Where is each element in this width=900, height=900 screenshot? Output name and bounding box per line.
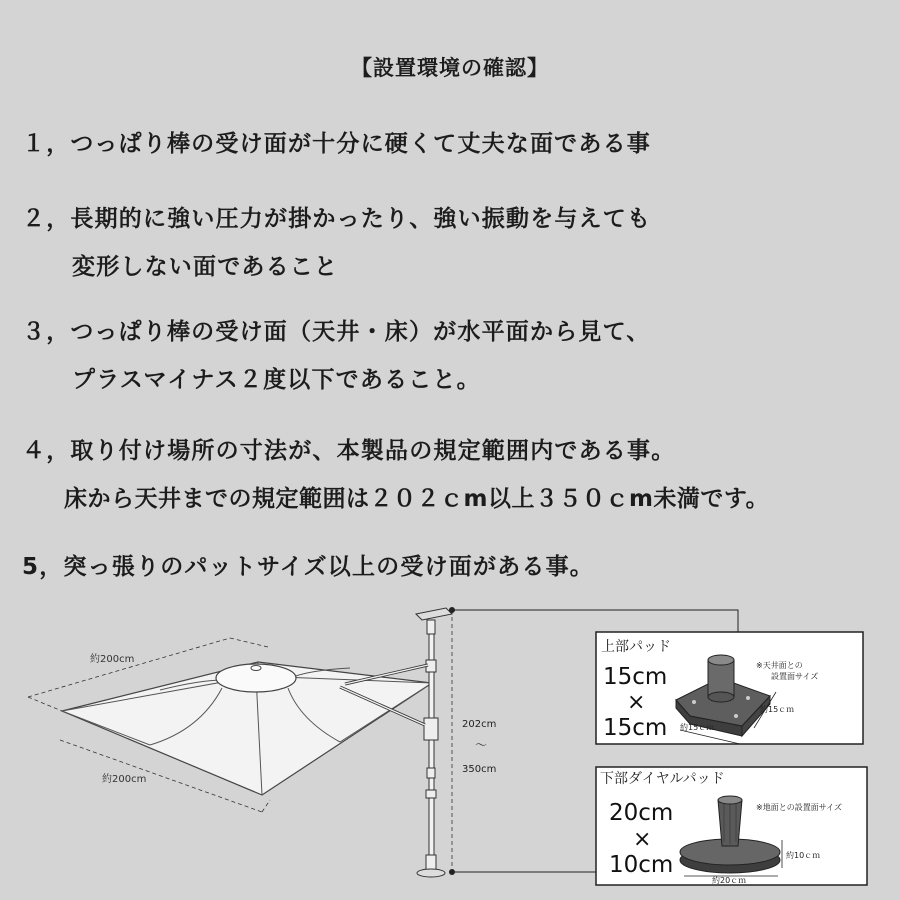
height-max: 350cm — [462, 764, 497, 775]
top-pad-dim-depth: 約15ｃｍ — [760, 705, 795, 714]
top-pad-dim-width: 約15ｃｍ — [680, 723, 715, 732]
condition-line: ３，つっぱり棒の受け面（天井・床）が水平面から見て、 — [22, 319, 651, 345]
top-pad-size-w: 15cm — [603, 664, 668, 690]
bottom-pad-dim-height: 約10ｃｍ — [786, 851, 821, 860]
top-pad-box — [596, 632, 863, 744]
bottom-pad-note: ※地面との設置面サイズ — [756, 803, 843, 812]
condition-item-3 — [22, 308, 651, 404]
condition-line: ２，長期的に強い圧力が掛かったり、強い振動を与えても — [22, 206, 652, 232]
condition-line: 5，突っ張りのパットサイズ以上の受け面がある事。 — [22, 554, 594, 580]
top-pad-note-2: 設置面サイズ — [771, 672, 819, 681]
condition-item-5 — [22, 543, 594, 591]
top-pad-label: 上部パッド — [601, 639, 671, 655]
height-min: 202cm — [462, 719, 497, 730]
installation-diagram — [0, 595, 900, 900]
umbrella-dim-top: 約200cm — [90, 654, 135, 665]
bottom-pad-size-w: 20cm — [609, 800, 674, 826]
leader-line-top — [452, 610, 738, 632]
condition-line-continued: プラスマイナス２度以下であること。 — [72, 367, 481, 393]
condition-line-continued: 床から天井までの規定範囲は２０２ｃm以上３５０ｃm未満です。 — [64, 486, 770, 512]
height-sep: ～ — [475, 738, 488, 752]
bottom-pad-label: 下部ダイヤルパッド — [600, 771, 725, 787]
condition-line-continued: 変形しない面であること — [72, 254, 339, 280]
bottom-pad-box — [596, 767, 867, 885]
umbrella-dim-bottom: 約200cm — [102, 774, 147, 785]
condition-item-2 — [22, 195, 651, 291]
top-pad-size-h: 15cm — [603, 715, 668, 741]
bottom-pad-dim-width: 約20ｃｍ — [712, 876, 747, 885]
top-pad-times: × — [627, 690, 646, 715]
bottom-pad-times: × — [633, 827, 652, 852]
condition-line: ４，取り付け場所の寸法が、本製品の規定範囲内である事。 — [22, 438, 676, 464]
bottom-pad-size-h: 10cm — [609, 852, 674, 878]
page-title: 【設置環境の確認】 — [351, 56, 549, 80]
condition-item-4 — [22, 427, 769, 523]
condition-item-1 — [22, 120, 651, 168]
top-pad-note-1: ※天井面との — [756, 661, 803, 670]
tension-pole — [340, 607, 455, 877]
condition-line: １，つっぱり棒の受け面が十分に硬くて丈夫な面である事 — [22, 131, 651, 157]
